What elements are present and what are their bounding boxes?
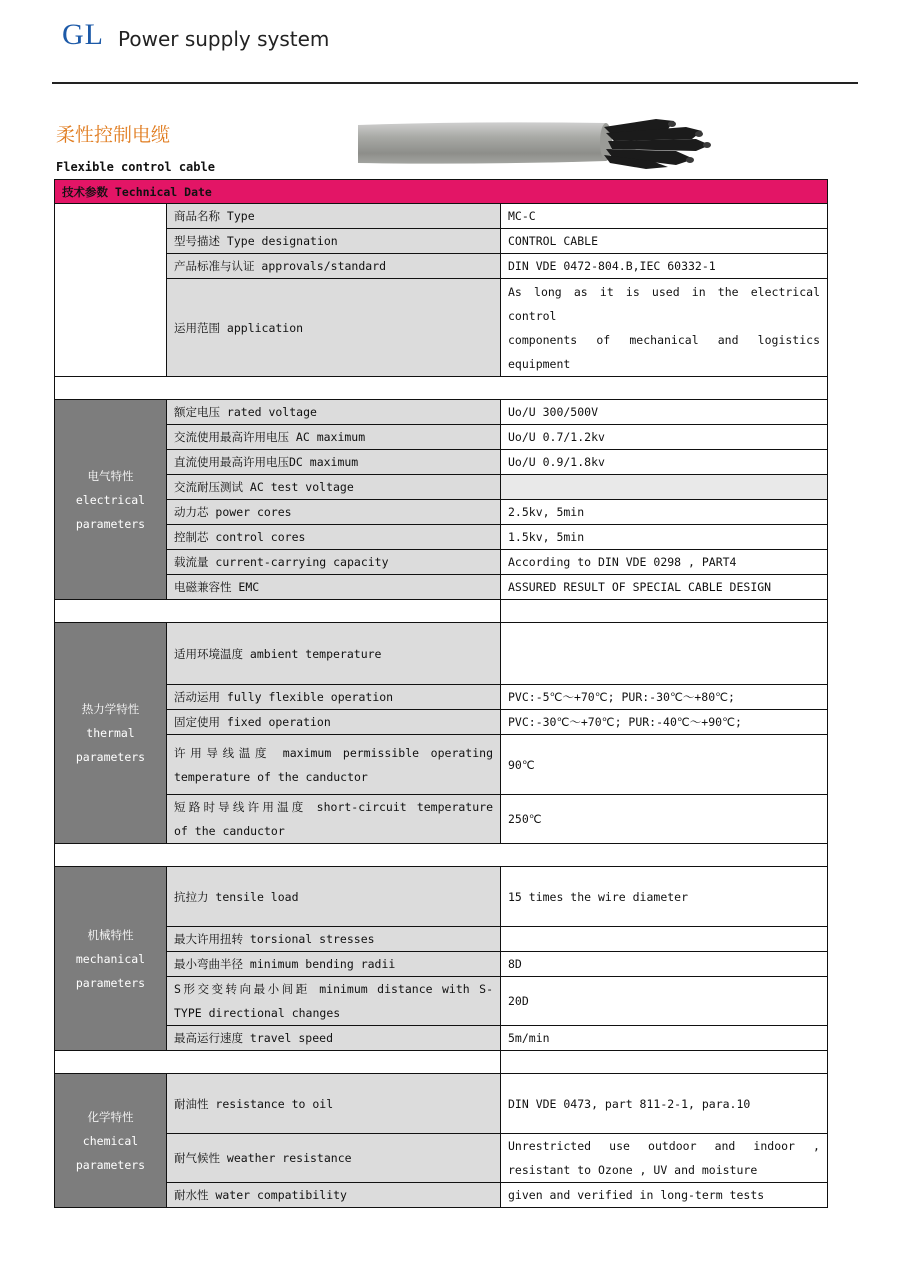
table-row <box>55 500 828 525</box>
category-chemical <box>55 1074 167 1208</box>
row-value <box>501 927 828 952</box>
category-label: 化学特性 <box>87 1109 134 1124</box>
row-label: 商品名称 Type <box>167 204 501 229</box>
table-row <box>55 475 828 500</box>
table-row <box>55 685 828 710</box>
row-value: CONTROL CABLE <box>501 229 828 254</box>
table-row <box>55 867 828 927</box>
label-line: of the canductor <box>174 824 285 838</box>
row-value: PVC:-5℃～+70℃; PUR:-30℃～+80℃; <box>501 685 828 710</box>
table-row <box>55 550 828 575</box>
row-value <box>501 475 828 500</box>
table-row <box>55 710 828 735</box>
row-value: 90℃ <box>501 735 828 795</box>
spacer-row <box>55 844 828 867</box>
row-value: PVC:-30℃～+70℃; PUR:-40℃～+90℃; <box>501 710 828 735</box>
category-label: electrical <box>75 492 146 507</box>
row-label: 额定电压 rated voltage <box>167 400 501 425</box>
table-row <box>55 1183 828 1208</box>
category-label: thermal <box>86 726 135 740</box>
row-label: 控制芯 control cores <box>167 525 501 550</box>
label-line: S形交变转向最小间距 minimum distance with S- <box>174 982 493 996</box>
row-value: 250℃ <box>501 795 828 844</box>
table-row <box>55 1134 828 1183</box>
row-value <box>501 279 828 377</box>
row-value <box>501 1134 828 1183</box>
row-value: According to DIN VDE 0298 , PART4 <box>501 550 828 575</box>
category-label: 热力学特性 <box>81 702 140 716</box>
table-row <box>55 279 828 377</box>
row-value: 2.5kv, 5min <box>501 500 828 525</box>
doc-title-cn: 柔性控制电缆 <box>56 124 171 146</box>
header-divider <box>52 82 858 84</box>
category-electrical <box>55 400 167 600</box>
spacer-row <box>55 600 828 623</box>
category-label: parameters <box>75 1157 146 1172</box>
row-label: 型号描述 Type designation <box>167 229 501 254</box>
row-value: Uo/U 300/500V <box>501 400 828 425</box>
row-label: 最高运行速度 travel speed <box>167 1026 501 1051</box>
value-line: As long as it is used in the electrical control <box>508 284 820 323</box>
row-label <box>167 795 501 844</box>
table-row <box>55 735 828 795</box>
row-label: 产品标准与认证 approvals/standard <box>167 254 501 279</box>
category-label: parameters <box>75 750 146 764</box>
value-line: Unrestricted use outdoor and indoor , <box>508 1139 820 1153</box>
table-header-row <box>55 180 828 204</box>
row-label: 耐水性 water compatibility <box>167 1183 501 1208</box>
category-general <box>55 204 167 377</box>
technical-data-table <box>54 179 828 1208</box>
row-label: 耐气候性 weather resistance <box>167 1134 501 1183</box>
category-label: chemical <box>82 1133 139 1148</box>
row-label: 交流使用最高许用电压 AC maximum <box>167 425 501 450</box>
row-label: 固定使用 fixed operation <box>167 710 501 735</box>
cable-image <box>356 113 716 169</box>
row-label: 抗拉力 tensile load <box>167 867 501 927</box>
table-row <box>55 1074 828 1134</box>
table-row <box>55 229 828 254</box>
label-line: temperature of the canductor <box>174 769 368 784</box>
row-label: 最小弯曲半径 minimum bending radii <box>167 952 501 977</box>
value-line: resistant to Ozone , UV and moisture <box>508 1163 758 1177</box>
table-row <box>55 400 828 425</box>
table-row <box>55 623 828 685</box>
table-row <box>55 525 828 550</box>
row-label: 直流使用最高许用电压DC maximum <box>167 450 501 475</box>
row-label: 载流量 current-carrying capacity <box>167 550 501 575</box>
row-value: 8D <box>501 952 828 977</box>
header-title: Power supply system <box>118 27 330 51</box>
row-label: 电磁兼容性 EMC <box>167 575 501 600</box>
row-value: 1.5kv, 5min <box>501 525 828 550</box>
table-header: 技术参数 Technical Date <box>55 180 828 204</box>
row-value: DIN VDE 0472-804.B,IEC 60332-1 <box>501 254 828 279</box>
row-value: ASSURED RESULT OF SPECIAL CABLE DESIGN <box>501 575 828 600</box>
category-label: mechanical <box>75 951 146 966</box>
row-value: 15 times the wire diameter <box>501 867 828 927</box>
category-label: 电气特性 <box>87 468 134 483</box>
label-line: 短路时导线许用温度 short-circuit temperature <box>174 800 493 814</box>
row-value: DIN VDE 0473, part 811-2-1, para.10 <box>501 1074 828 1134</box>
doc-title-en: Flexible control cable <box>56 160 215 174</box>
spacer-row <box>55 377 828 400</box>
row-label: 交流耐压测试 AC test voltage <box>167 475 501 500</box>
table-row <box>55 1026 828 1051</box>
table-row <box>55 575 828 600</box>
row-value: given and verified in long-term tests <box>501 1183 828 1208</box>
table-row <box>55 795 828 844</box>
table-row <box>55 927 828 952</box>
table-row <box>55 450 828 475</box>
table-row <box>55 204 828 229</box>
category-thermal <box>55 623 167 844</box>
category-mechanical <box>55 867 167 1051</box>
table-row <box>55 952 828 977</box>
brand-logo: GL <box>62 18 104 51</box>
value-line: equipment <box>508 356 571 371</box>
row-label: 运用范围 application <box>167 279 501 377</box>
label-line: TYPE directional changes <box>174 1006 341 1020</box>
row-label: 动力芯 power cores <box>167 500 501 525</box>
row-label: 耐油性 resistance to oil <box>167 1074 501 1134</box>
table-row <box>55 977 828 1026</box>
row-value: Uo/U 0.9/1.8kv <box>501 450 828 475</box>
row-label: 适用环境温度 ambient temperature <box>167 623 501 685</box>
label-line: 许用导线温度 maximum permissible operating <box>174 745 493 760</box>
category-label: parameters <box>75 516 146 531</box>
row-label <box>167 977 501 1026</box>
row-value: 20D <box>501 977 828 1026</box>
category-label: 机械特性 <box>87 927 134 942</box>
row-value: MC-C <box>501 204 828 229</box>
table-row <box>55 254 828 279</box>
row-label <box>167 735 501 795</box>
row-value <box>501 623 828 685</box>
category-label: parameters <box>75 975 146 990</box>
table-row <box>55 425 828 450</box>
row-value: 5m/min <box>501 1026 828 1051</box>
row-label: 最大许用扭转 torsional stresses <box>167 927 501 952</box>
spacer-row <box>55 1051 828 1074</box>
value-line: components of mechanical and logistics <box>508 332 820 347</box>
row-value: Uo/U 0.7/1.2kv <box>501 425 828 450</box>
row-label: 活动运用 fully flexible operation <box>167 685 501 710</box>
